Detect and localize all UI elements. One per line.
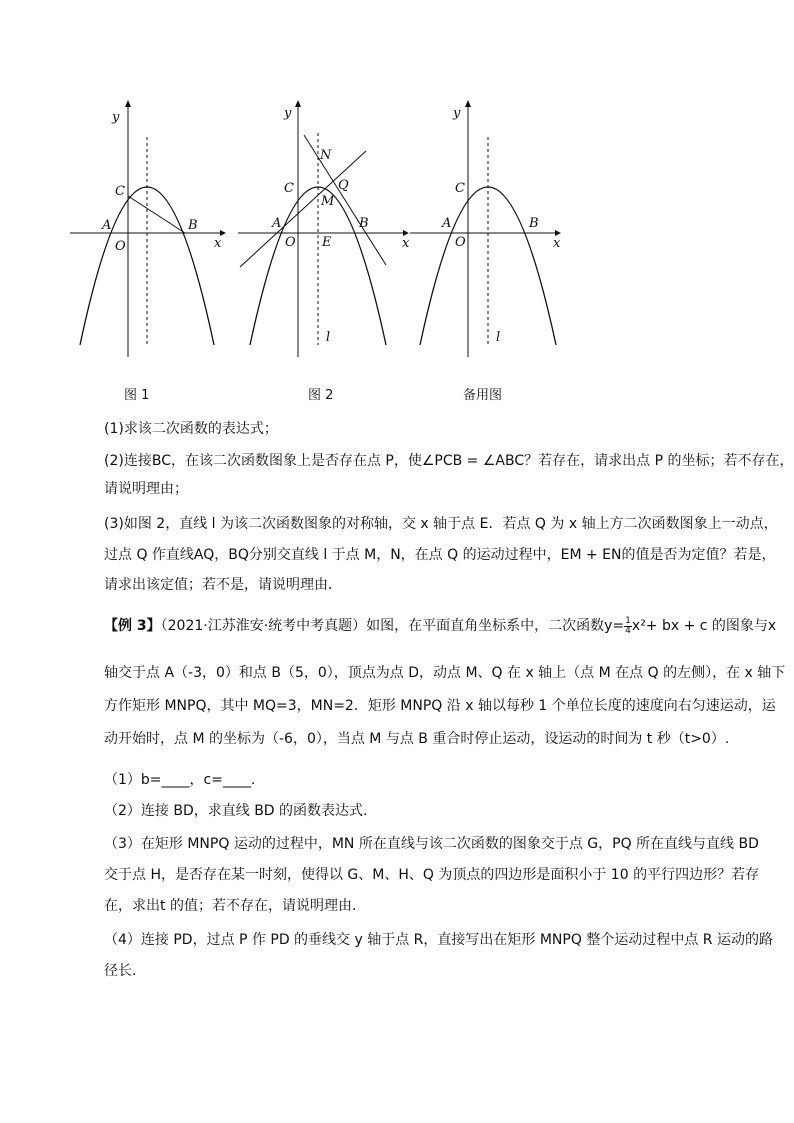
figure-3 bbox=[410, 95, 570, 365]
ex3-intro-text-2: x²+ bx + c 的图象与x bbox=[631, 618, 777, 634]
label-c: C bbox=[455, 181, 465, 196]
ex2-question-3-cont2: 请求出该定值；若不是，请说明理由． bbox=[104, 577, 342, 593]
ex2-question-3: (3)如图 2，直线 l 为该二次函数图象的对称轴，交 x 轴于点 E．若点 Q 为 x 轴上方二次函数图象上一动点， bbox=[104, 516, 778, 532]
ex3-question-1: （1）b=____，c=____. bbox=[104, 772, 256, 788]
label-o: O bbox=[455, 235, 466, 250]
label-b: B bbox=[188, 218, 198, 233]
ex3-intro bbox=[104, 615, 777, 637]
ex3-intro-text-1: 如图，在平面直角坐标系中，二次函数y= bbox=[366, 618, 625, 634]
label-l: l bbox=[496, 330, 501, 345]
line-bq bbox=[304, 135, 386, 265]
label-x: x bbox=[214, 236, 222, 251]
ex3-tag: 【例 3】 bbox=[104, 618, 161, 634]
ex2-question-2-cont: 请说明理由； bbox=[104, 481, 188, 497]
label-n: N bbox=[320, 148, 332, 163]
label-q: Q bbox=[338, 178, 349, 193]
label-x: x bbox=[402, 236, 410, 251]
ex3-line-2: 方作矩形 MNPQ，其中 MQ=3，MN=2．矩形 MNPQ 沿 x 轴以每秒 1 个单位长度的速度向右匀速运动，运 bbox=[104, 698, 776, 714]
figure-3-graph bbox=[410, 95, 570, 365]
label-c: C bbox=[284, 181, 294, 196]
label-a: A bbox=[442, 216, 452, 231]
label-m: M bbox=[321, 194, 335, 209]
label-x: x bbox=[553, 236, 561, 251]
ex3-frac-den: 4 bbox=[625, 625, 631, 636]
ex3-question-4: （4）连接 PD，过点 P 作 PD 的垂线交 y 轴于点 R，直接写出在矩形 MNPQ 整个运动过程中点 R 运动的路 bbox=[104, 932, 773, 948]
figure-2-caption: 图 2 bbox=[308, 388, 334, 403]
ex3-source: （2021·江苏淮安·统考中考真题） bbox=[160, 618, 367, 634]
label-e: E bbox=[322, 235, 332, 250]
segment-cb bbox=[128, 196, 185, 233]
ex3-question-3: （3）在矩形 MNPQ 运动的过程中，MN 所在直线与该二次函数的图象交于点 G，PQ 所在直线与直线 BD bbox=[104, 836, 759, 852]
ex2-question-3-cont1: 过点 Q 作直线AQ，BQ分别交直线 l 于点 M，N，在点 Q 的运动过程中，EM + EN的值是否为定值？若是， bbox=[104, 547, 776, 563]
label-y: y bbox=[112, 110, 120, 125]
label-a: A bbox=[272, 216, 282, 231]
y-axis-arrow-icon bbox=[465, 100, 471, 107]
label-a: A bbox=[102, 218, 112, 233]
ex3-question-3-cont2: 在，求出t 的值；若不存在，请说明理由. bbox=[104, 898, 357, 914]
ex2-question-1: (1)求该二次函数的表达式； bbox=[104, 421, 278, 437]
y-axis-arrow-icon bbox=[125, 100, 131, 107]
label-o: O bbox=[115, 239, 126, 254]
y-axis-arrow-icon bbox=[295, 100, 301, 107]
label-c: C bbox=[115, 184, 125, 199]
figure-2-graph bbox=[238, 95, 413, 365]
label-o: O bbox=[285, 235, 296, 250]
ex3-question-4-cont: 径长. bbox=[104, 963, 137, 979]
ex3-line-1: 轴交于点 A（-3，0）和点 B（5，0），顶点为点 D，动点 M、Q 在 x 轴上（点 M 在点 Q 的左侧），在 x 轴下 bbox=[104, 665, 786, 681]
ex3-fraction bbox=[624, 617, 632, 636]
label-l: l bbox=[326, 330, 331, 345]
figure-1 bbox=[70, 95, 230, 365]
ex3-frac-num: 1 bbox=[625, 615, 631, 626]
ex3-question-3-cont1: 交于点 H，是否存在某一时刻，使得以 G、M、H、Q 为顶点的四边形是面积小于 10 的平行四边形？若存 bbox=[104, 867, 760, 883]
label-y: y bbox=[284, 106, 292, 121]
label-b: B bbox=[359, 216, 369, 231]
label-b: B bbox=[529, 216, 539, 231]
figure-1-graph bbox=[70, 95, 230, 365]
figure-3-caption: 备用图 bbox=[463, 388, 503, 403]
line-aq bbox=[240, 151, 366, 267]
ex3-line-3: 动开始时，点 M 的坐标为（-6，0），当点 M 与点 B 重合时停止运动，设运动的时间为 t 秒（t>0）. bbox=[104, 731, 730, 747]
ex3-question-2: （2）连接 BD，求直线 BD 的函数表达式. bbox=[104, 803, 368, 819]
label-y: y bbox=[453, 106, 461, 121]
ex2-question-2: (2)连接BC，在该二次函数图象上是否存在点 P，使∠PCB = ∠ABC？若存在，请求出点 P 的坐标；若不存在， bbox=[104, 453, 794, 469]
figure-1-caption: 图 1 bbox=[124, 388, 150, 403]
figure-2 bbox=[238, 95, 413, 365]
